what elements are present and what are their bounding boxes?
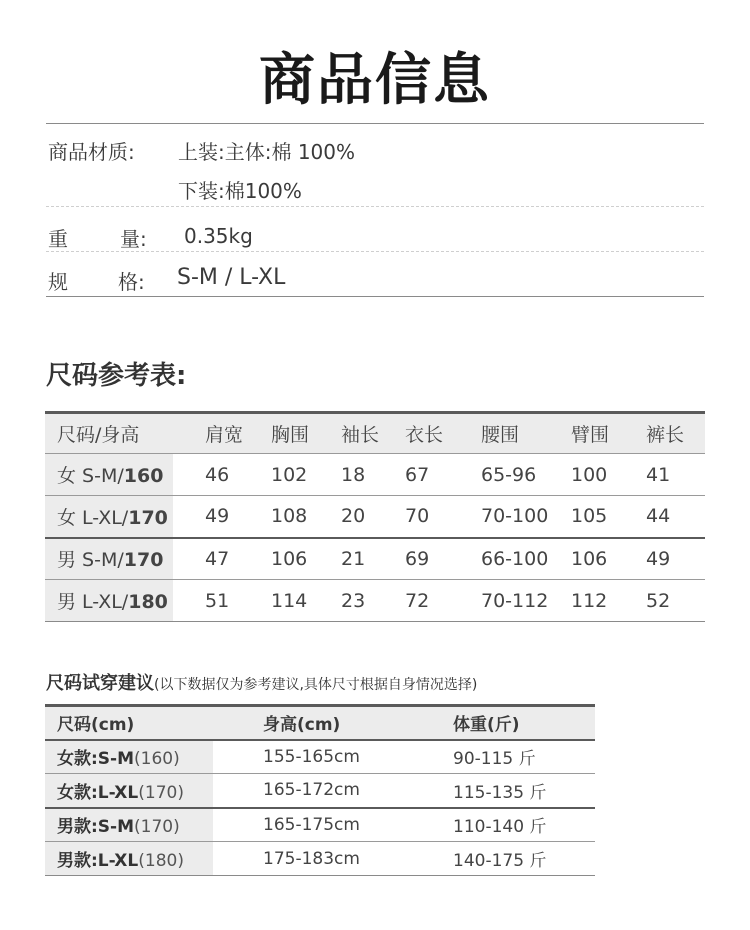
size-cell [45,580,173,622]
table-cell: 67 [405,463,430,486]
column-header: 体重(斤) [453,715,520,736]
column-header: 衣长 [405,424,444,446]
table-row [45,808,595,842]
table-cell: 66-100 [481,547,549,570]
page-title: 商品信息 [259,48,491,113]
table-cell: 70-112 [481,589,549,612]
size-table [45,411,705,622]
divider [46,251,704,252]
table-cell: 70 [405,505,430,528]
table-cell: 46 [205,463,230,486]
table-header-row [45,706,595,740]
table-cell: 115-135 斤 [453,782,547,803]
column-header: 袖长 [341,424,380,446]
table-cell: 102 [271,463,308,486]
table-row [45,580,705,622]
size-cell [45,496,173,538]
height-value: (180) [138,851,184,871]
table-cell: 41 [646,463,671,486]
table-cell: 108 [271,505,308,528]
size-cell [45,740,213,774]
table-cell: 100 [571,463,608,486]
spec-label-second: 格: [118,270,145,294]
material-bottom-value: 下装:棉100% [178,179,302,203]
table-cell: 69 [405,547,430,570]
height-value: 160 [123,465,164,487]
table-cell: 47 [205,547,230,570]
divider [46,123,704,124]
size-label: 男款:S-M [57,817,135,838]
material-label: 商品材质: [48,140,135,164]
height-value: (170) [138,782,184,803]
table-cell: 110-140 斤 [453,817,547,838]
table-cell: 18 [341,463,366,486]
table-cell: 112 [571,589,608,612]
size-cell [45,842,213,876]
size-label: 女款:S-M [57,749,135,770]
table-row [45,538,705,580]
table-cell: 65-96 [481,463,537,486]
advice-title [46,669,477,695]
table-cell: 70-100 [481,505,549,528]
column-header: 裤长 [646,424,685,446]
size-cell [45,454,173,496]
size-cell [45,808,213,842]
table-row [45,774,595,808]
table-cell: 165-172cm [263,780,360,801]
column-header: 尺码(cm) [57,715,135,736]
size-label: 男款:L-XL [57,851,139,871]
advice-note: (以下数据仅为参考建议,具体尺寸根据自身情况选择) [154,677,478,693]
table-cell: 72 [405,589,430,612]
table-cell: 52 [646,589,671,612]
height-value: 170 [123,549,164,572]
divider [46,296,704,297]
table-cell: 90-115 斤 [453,749,536,770]
column-header: 臂围 [571,424,610,446]
table-cell: 20 [341,505,366,528]
table-cell: 51 [205,589,230,612]
advice-table [45,704,595,876]
table-row [45,496,705,538]
size-cell [45,774,213,808]
table-cell: 106 [271,547,308,570]
weight-label-first: 重 [48,227,68,251]
table-row [45,454,705,496]
size-cell [45,538,173,580]
table-cell: 49 [646,547,671,570]
weight-value: 0.35kg [184,224,253,248]
column-header: 腰围 [481,424,520,446]
size-label: 女 L-XL/ [57,506,129,529]
table-cell: 165-175cm [263,814,360,835]
advice-title-text: 尺码试穿建议 [46,673,154,694]
table-cell: 155-165cm [263,746,360,767]
height-value: 170 [128,506,168,529]
table-cell: 49 [205,505,230,528]
table-row [45,842,595,876]
spec-value: S-M / L-XL [177,265,286,290]
material-top-value: 上装:主体:棉 100% [178,140,356,164]
divider [46,206,704,207]
size-label: 女 S-M/ [57,465,124,487]
size-table-title: 尺码参考表: [46,361,187,391]
table-row [45,740,595,774]
table-cell: 106 [571,547,608,570]
height-value: (170) [134,817,180,838]
column-header: 尺码/身高 [45,413,173,454]
column-header: 肩宽 [205,424,244,446]
weight-label-second: 量: [120,227,147,251]
table-cell: 44 [646,505,671,528]
spec-label-first: 规 [48,270,68,294]
height-value: (160) [134,749,180,770]
table-cell: 21 [341,547,366,570]
table-cell: 114 [271,589,308,612]
table-cell: 105 [571,505,608,528]
table-header-row [45,413,705,454]
height-value: 180 [128,591,168,613]
column-header: 胸围 [271,424,310,446]
table-cell: 23 [341,589,366,612]
table-cell: 175-183cm [263,848,360,869]
column-header: 身高(cm) [263,715,341,736]
table-cell: 140-175 斤 [453,851,547,871]
size-label: 女款:L-XL [57,782,139,803]
size-label: 男 L-XL/ [57,591,129,613]
size-label: 男 S-M/ [57,549,124,572]
